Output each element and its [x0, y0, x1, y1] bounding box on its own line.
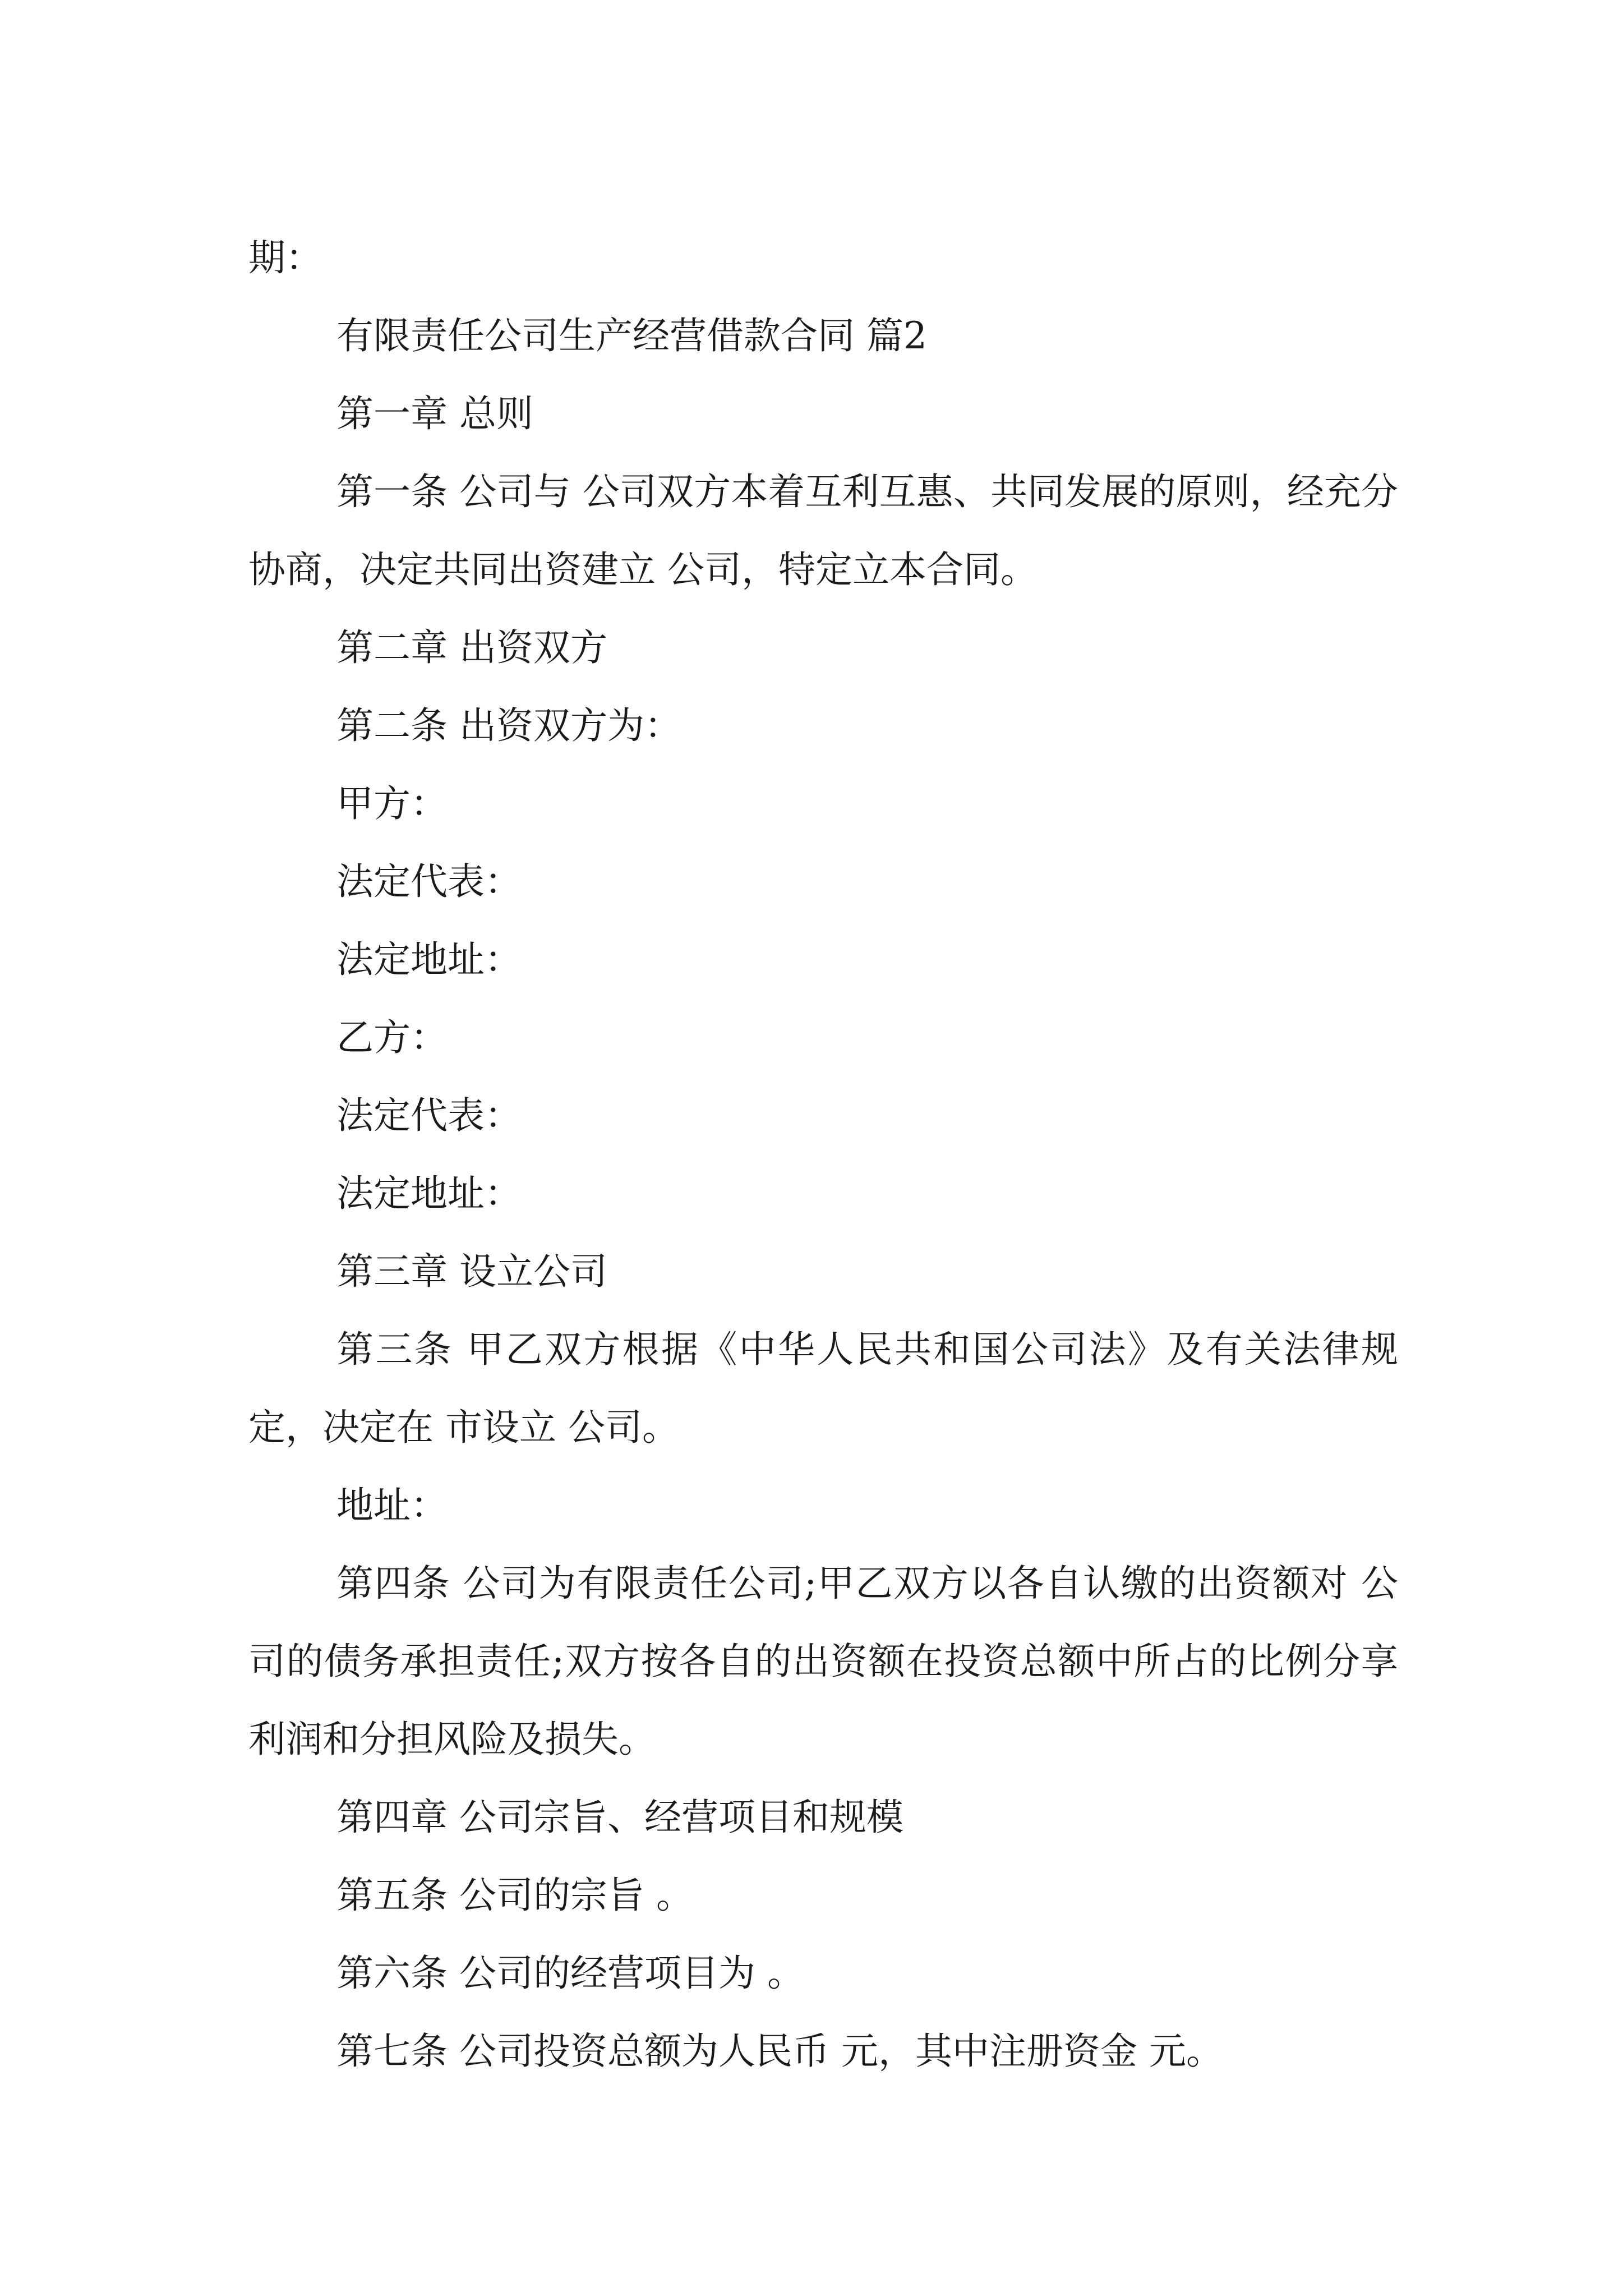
article-3: 第三条 甲乙双方根据《中华人民共和国公司法》及有关法律规定，决定在 市设立 公司。 — [248, 1328, 1398, 1449]
article-2: 第二条 出资双方为： — [336, 704, 681, 747]
article-7: 第七条 公司投资总额为人民币 元，其中注册资金 元。 — [336, 2030, 1223, 2073]
article-4: 第四条 公司为有限责任公司;甲乙双方以各自认缴的出资额对 公司的债务承担责任;双方按各自的出资额在投资总额中所占的比例分享利润和分担风险及损失。 — [248, 1562, 1398, 1761]
document-body — [248, 219, 1398, 2090]
contract-title: 有限责任公司生产经营借款合同 篇2 — [336, 314, 927, 357]
paragraph-date-continuation: 期： — [248, 236, 322, 279]
party-b-label: 乙方： — [336, 1016, 448, 1059]
article-6: 第六条 公司的经营项目为 。 — [336, 1952, 804, 1995]
chapter-4-heading: 第四章 公司宗旨、经营项目和规模 — [336, 1796, 903, 1839]
party-a-legal-address: 法定地址： — [336, 938, 522, 981]
party-b-legal-address: 法定地址： — [336, 1172, 522, 1215]
chapter-1-heading: 第一章 总则 — [336, 392, 533, 435]
party-a-label: 甲方： — [336, 782, 448, 825]
company-address-label: 地址： — [336, 1484, 448, 1527]
chapter-3-heading: 第三章 设立公司 — [336, 1250, 607, 1293]
article-5: 第五条 公司的宗旨 。 — [336, 1874, 693, 1917]
chapter-2-heading: 第二章 出资双方 — [336, 626, 607, 669]
article-1: 第一条 公司与 公司双方本着互利互惠、共同发展的原则，经充分协商，决定共同出资建立 公司，特定立本合同。 — [248, 470, 1398, 591]
party-b-legal-representative: 法定代表： — [336, 1094, 522, 1137]
party-a-legal-representative: 法定代表： — [336, 860, 522, 903]
